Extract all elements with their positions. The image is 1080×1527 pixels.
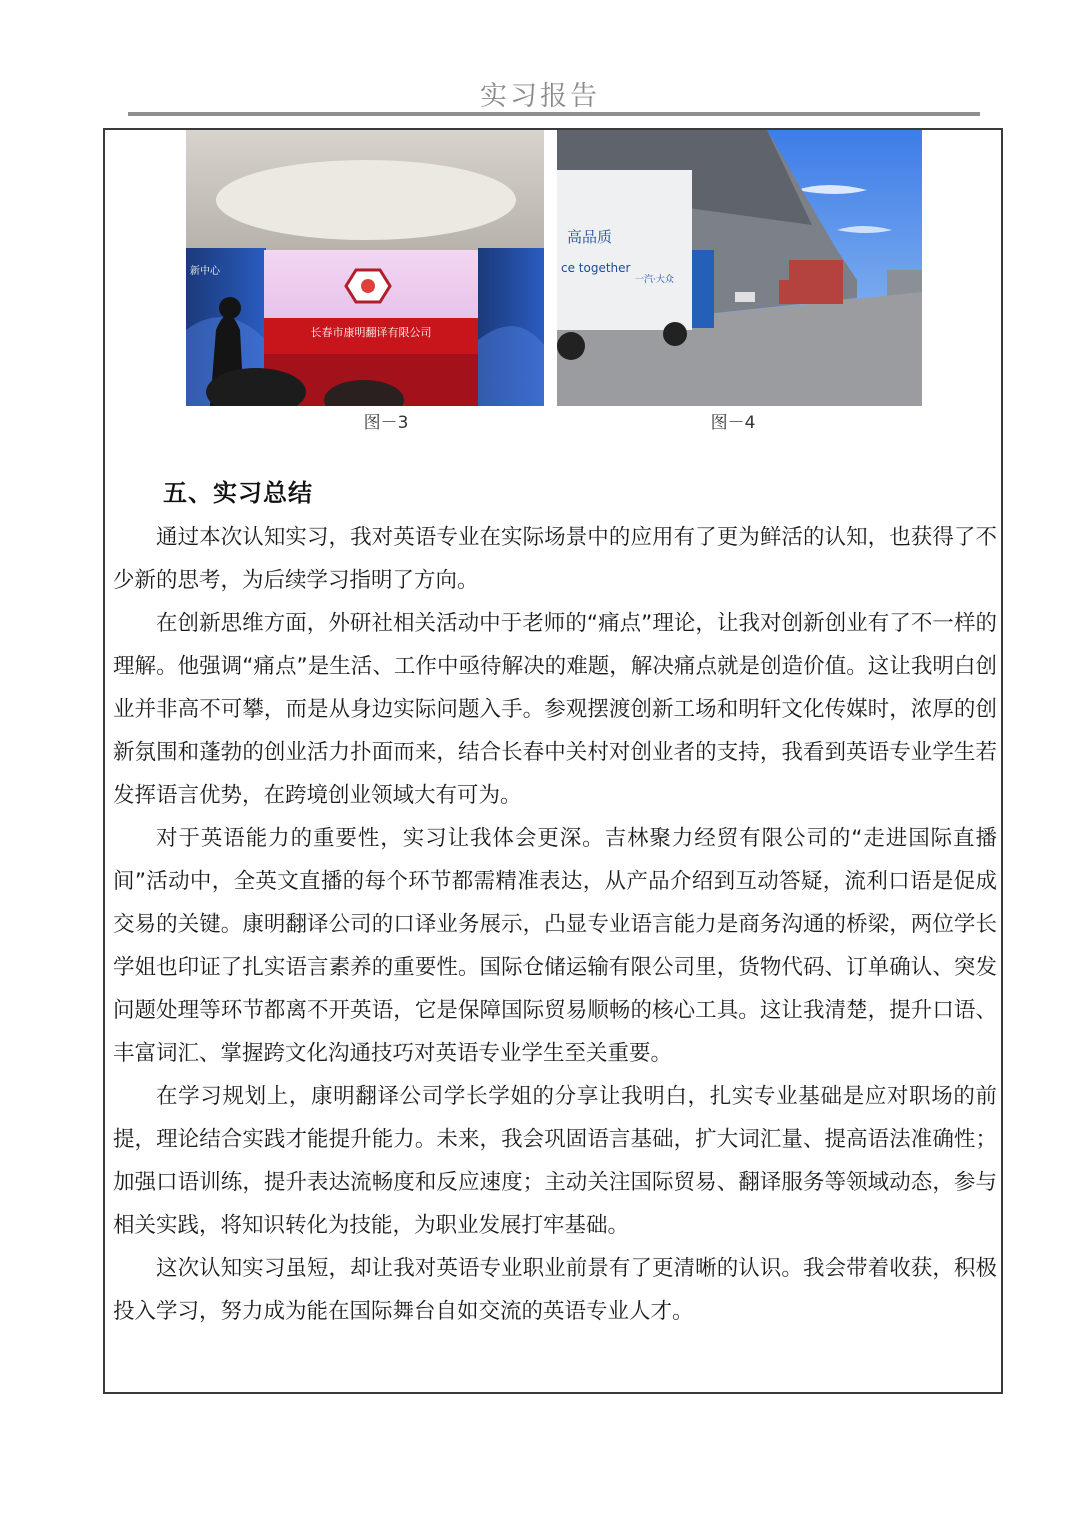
- header-divider: [128, 112, 980, 116]
- figure-4-photo: [557, 130, 922, 406]
- figure-3-banner-text: 长春市康明翻译有限公司: [310, 326, 432, 339]
- section-heading: 五、实习总结: [163, 479, 313, 507]
- paragraph: 对于英语能力的重要性，实习让我体会更深。吉林聚力经贸有限公司的“走进国际直播间”活动中，全英文直播的每个环节都需精准表达，从产品介绍到互动答疑，流利口语是促成交易的关键。康明翻译公司的口译业务展示，凸显专业语言能力是商务沟通的桥梁，两位学长学姐也印证了扎实语言素养的重要性。国际仓储运输有限公司里，货物代码、订单确认、突发问题处理等环节都离不开英语，它是保障国际贸易顺畅的核心工具。这让我清楚，提升口语、丰富词汇、掌握跨文化沟通技巧对英语专业学生至关重要。: [113, 826, 997, 1066]
- figure-4-truck-text-3: 一汽·大众: [635, 275, 674, 285]
- figure-3-screen-text: 新中心: [190, 266, 220, 277]
- figure-4-truck-text-1: 高品质: [567, 228, 613, 246]
- paragraph: 这次认知实习虽短，却让我对英语专业职业前景有了更清晰的认识。我会带着收获，积极投入学习，努力成为能在国际舞台自如交流的英语专业人才。: [113, 1256, 997, 1324]
- page-header-title: 实习报告: [480, 81, 600, 112]
- paragraph: 在学习规划上，康明翻译公司学长学姐的分享让我明白，扎实专业基础是应对职场的前提，理论结合实践才能提升能力。未来，我会巩固语言基础，扩大词汇量、提高语法准确性；加强口语训练，提升表达流畅度和反应速度；主动关注国际贸易、翻译服务等领域动态，参与相关实践，将知识转化为技能，为职业发展打牢基础。: [113, 1084, 997, 1238]
- figure-3-caption: 图－3: [363, 413, 409, 433]
- figure-4-truck-text-2: ce together: [561, 261, 631, 275]
- paragraph: 在创新思维方面，外研社相关活动中于老师的“痛点”理论，让我对创新创业有了不一样的理解。他强调“痛点”是生活、工作中亟待解决的难题，解决痛点就是创造价值。这让我明白创业并非高不可攀，而是从身边实际问题入手。参观摆渡创新工场和明轩文化传媒时，浓厚的创新氛围和蓬勃的创业活力扑面而来，结合长春中关村对创业者的支持，我看到英语专业学生若发挥语言优势，在跨境创业领域大有可为。: [113, 611, 997, 808]
- figure-3-photo: [186, 130, 544, 406]
- paragraph: 通过本次认知实习，我对英语专业在实际场景中的应用有了更为鲜活的认知，也获得了不少新的思考，为后续学习指明了方向。: [113, 525, 997, 593]
- figure-4-caption: 图－4: [710, 413, 756, 433]
- summary-body: [113, 516, 997, 1333]
